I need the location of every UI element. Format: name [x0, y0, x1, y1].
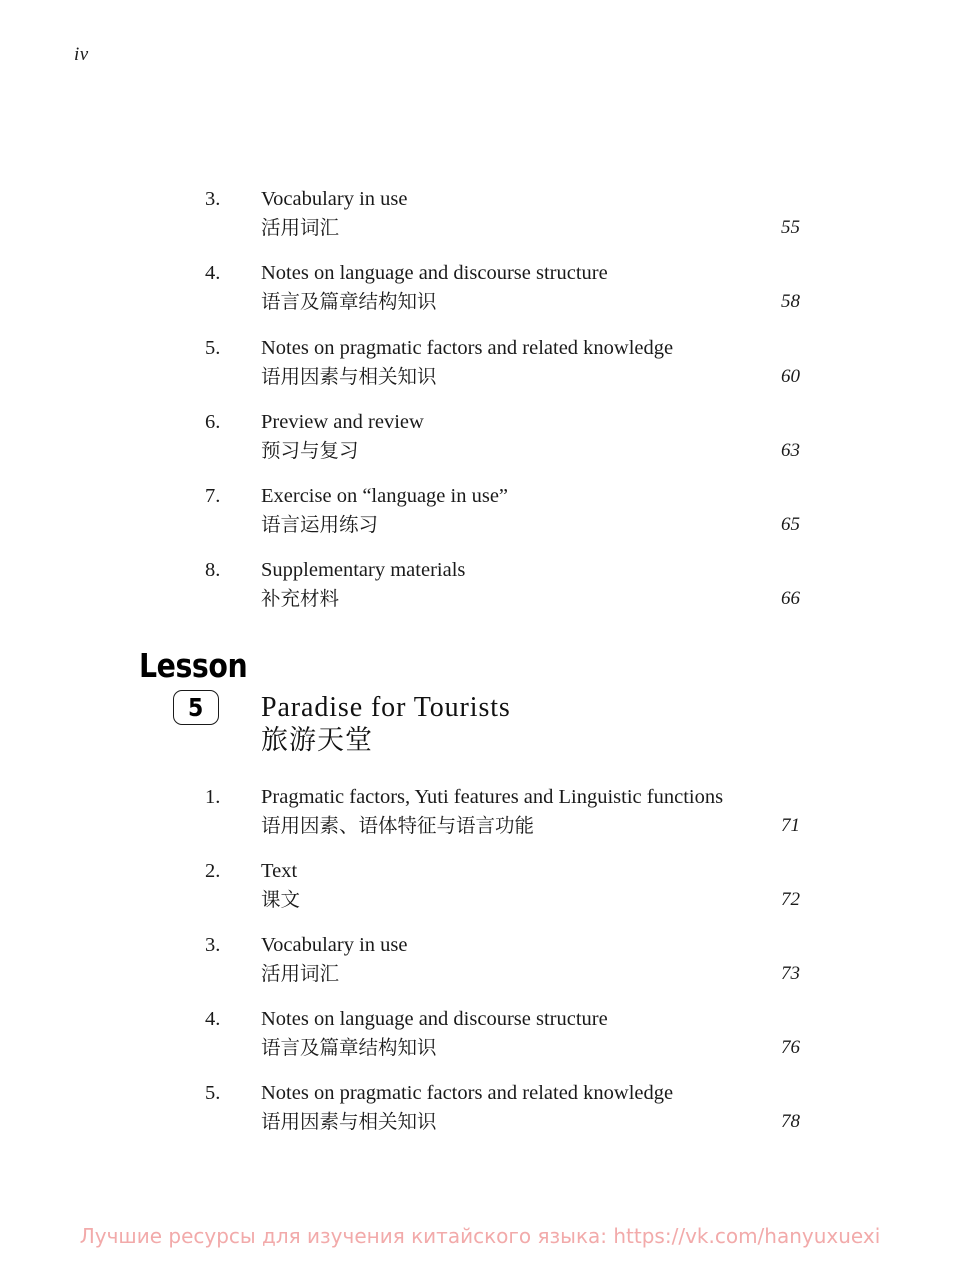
- watermark-text: Лучшие ресурсы для изучения китайского языка: https://vk.com/hanyuxuexi: [79, 1224, 881, 1248]
- lesson-title-chinese: 旅游天堂: [261, 725, 373, 756]
- toc-entry-page-number: 78: [781, 1111, 800, 1132]
- toc-entry-number: 4.: [205, 262, 221, 284]
- toc-entry-body: [261, 858, 805, 914]
- toc-entry-number: 6.: [205, 411, 221, 433]
- toc-entry[interactable]: [205, 932, 805, 988]
- toc-entry-title-english: Exercise on “language in use”: [261, 485, 509, 507]
- toc-entry-title-english: Notes on pragmatic factors and related knowledge: [261, 337, 674, 359]
- toc-entry[interactable]: [205, 409, 805, 465]
- toc-entry-title-english: Supplementary materials: [261, 559, 466, 581]
- toc-entry-page-number: 58: [781, 291, 800, 312]
- toc-entry-body: [261, 1006, 805, 1062]
- toc-entry-title-chinese: 语言及篇章结构知识: [261, 1036, 437, 1059]
- toc-entry-page-number: 72: [781, 889, 800, 910]
- toc-entry-body: [261, 483, 805, 539]
- toc-entry-title-chinese: 补充材料: [261, 587, 340, 610]
- toc-entry-number: 1.: [205, 786, 221, 808]
- lesson-number-badge: [173, 690, 219, 725]
- toc-entry-number: 3.: [205, 188, 221, 210]
- toc-entry-number: 3.: [205, 934, 221, 956]
- toc-entry-number: 5.: [205, 1082, 221, 1104]
- toc-entry-body: [261, 557, 805, 613]
- toc-entry-page-number: 71: [781, 815, 800, 836]
- toc-entry[interactable]: [205, 557, 805, 613]
- toc-entry-body: [261, 335, 805, 391]
- toc-entry-number: 8.: [205, 559, 221, 581]
- toc-entry-number: 4.: [205, 1008, 221, 1030]
- lesson-number: 5: [188, 693, 204, 722]
- toc-entry-page-number: 73: [781, 963, 800, 984]
- toc-entry-page-number: 60: [781, 366, 800, 387]
- toc-entry[interactable]: [205, 858, 805, 914]
- lesson-title-english: Paradise for Tourists: [261, 692, 511, 723]
- toc-entry-title-chinese: 语言及篇章结构知识: [261, 290, 437, 313]
- toc-entry-title-chinese: 活用词汇: [261, 216, 340, 239]
- toc-entry-title-chinese: 课文: [261, 888, 301, 911]
- toc-entry[interactable]: [205, 483, 805, 539]
- toc-entry-number: 5.: [205, 337, 221, 359]
- toc-entry-title-chinese: 语言运用练习: [261, 513, 379, 536]
- toc-entry-body: [261, 260, 805, 316]
- toc-entry-title-chinese: 活用词汇: [261, 962, 340, 985]
- toc-entry[interactable]: [205, 260, 805, 316]
- toc-entry-number: 2.: [205, 860, 221, 882]
- toc-entry-title-chinese: 语用因素、语体特征与语言功能: [261, 814, 535, 837]
- toc-entry-title-english: Vocabulary in use: [261, 934, 408, 956]
- toc-entry-title-chinese: 语用因素与相关知识: [261, 1110, 437, 1133]
- toc-entry-body: [261, 186, 805, 242]
- toc-entry-body: [261, 784, 805, 840]
- toc-entry-title-english: Preview and review: [261, 411, 424, 433]
- toc-entry-body: [261, 932, 805, 988]
- toc-entry-page-number: 76: [781, 1037, 800, 1058]
- toc-entry[interactable]: [205, 1080, 805, 1136]
- toc-entry-title-english: Vocabulary in use: [261, 188, 408, 210]
- toc-entry-title-english: Text: [261, 860, 298, 882]
- toc-entry-title-english: Pragmatic factors, Yuti features and Linguistic functions: [261, 786, 724, 808]
- toc-entry-title-english: Notes on language and discourse structure: [261, 262, 608, 284]
- toc-entry-title-chinese: 语用因素与相关知识: [261, 365, 437, 388]
- toc-entry[interactable]: [205, 186, 805, 242]
- page-folio: iv: [74, 44, 89, 65]
- toc-entry-title-english: Notes on language and discourse structure: [261, 1008, 608, 1030]
- toc-entry-title-english: Notes on pragmatic factors and related knowledge: [261, 1082, 674, 1104]
- toc-entry-page-number: 65: [781, 514, 800, 535]
- lesson-label: Lesson: [139, 646, 248, 685]
- toc-entry-title-chinese: 预习与复习: [261, 439, 359, 462]
- toc-entry-number: 7.: [205, 485, 221, 507]
- toc-entry-body: [261, 1080, 805, 1136]
- toc-entry[interactable]: [205, 784, 805, 840]
- toc-entry-page-number: 55: [781, 217, 800, 238]
- toc-entry[interactable]: [205, 335, 805, 391]
- toc-entry-body: [261, 409, 805, 465]
- toc-entry-page-number: 66: [781, 588, 800, 609]
- toc-entry-page-number: 63: [781, 440, 800, 461]
- toc-entry[interactable]: [205, 1006, 805, 1062]
